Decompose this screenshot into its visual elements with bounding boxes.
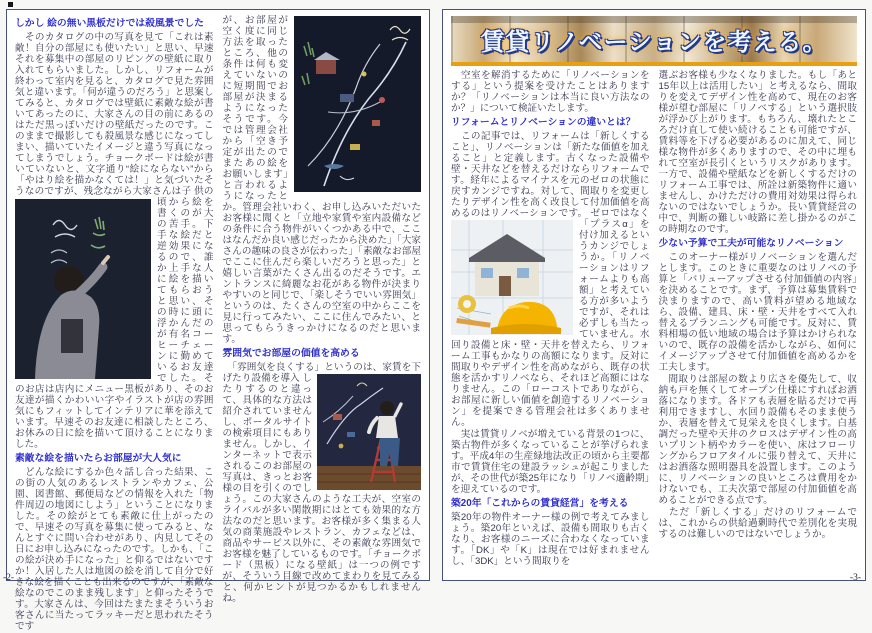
print-corner-mark (8, 2, 13, 7)
paragraph-text: ゼロではなく「プラスα」を付け加えるというカンジでしょうか。「リノベーションはリフォームよりも高額」と考えている方が多いようですが、それは必ずしも当たっていません。水回り設備と床・壁・天井を替えたら、リフォーム工事もかなりの高額になります。反対に間取りやデザイン性を高めながら、既存の状態を活かすリノベなら、それほど高額にはなりません。この「ローコストでありながら、お部屋に新しい価値を創造するリノベーション」を提案できる管理会社は多くありません。 (451, 208, 650, 428)
paragraph-text: したりするのと違って、具体的な方法は紹介されていませんし、ポータルサイトの検索項目にもありません。しかし、インターネットで表示されるこのお部屋の写真は、きっとお客様の目を引くのでしょう。この大家さんのような工夫が、空室のライバルが多い閑散期にはとても効果的な方法なのだと思います。お客様が多く集まる人気の商業施設やレストラン、カフェなどは、商品やサービス以外に、その素敵な雰囲気でお客様を魅了しているものです。「チョークボード（黒板）になる壁紙」は一つの例ですが、そういう目線で改めてまわりを見てみると、何かヒントが見つかるかもしれませんね。 (222, 373, 421, 604)
paragraph-budget-plan (659, 252, 858, 373)
paragraph-text: 空室を解消するために「リノベーションをする」という提案を受けたことはありますか？「リノベーションは本当に良い方法なのか？」について検証いたします。 (451, 70, 650, 114)
page-3 (442, 9, 866, 581)
ladder-chalkboard-photo (317, 374, 421, 490)
paragraph-owner-example (451, 512, 650, 567)
section-heading-chalkboard: しかし 絵の無い黒板だけでは殺風景でした (15, 18, 204, 29)
page3-column-2 (659, 70, 858, 568)
paragraph-text: この記事では、リフォームは「新しくすること」、リノベーションは「新たな価値を加えること」と定義します。古くなった設備や壁・天井などを替えるだけならリフォームです。経年によるマイナスを元のゼロの状態に戻すカンジですね。対して、間取りを変更したりデザイン性を高く改良して付加価値を高めるのはリノベーションです。 (451, 131, 650, 219)
paragraph-catalog-story (15, 32, 214, 450)
paragraph-text: そのカタログの中の写真を見て「これは素敵！自分の部屋にも使いたい」と思い、早速それを募集中の部屋のリビングの壁紙に取り入れてもらいました。しかし、リフォームが終わって室内を見ると、カタログで見た雰囲気と違います。「何が違うのだろう」と思案してみると、カタログでは壁紙に素敵な絵が書いてあったのに、大家さんの目の前にあるのはただ黒っぽいだけの壁紙だったのです。このままで撮影しても殺風景な感じになってしまい、描いていたイメージと違う写真になってしまうでしょう。チョークボードは絵が書いていないと、文字通り“絵にならない”から「やはり絵を描かなくては！」と気づいたそうなのですが、残念ながら大家さんは子 (15, 32, 214, 197)
paragraph-layout-ideas (659, 374, 858, 506)
paragraph-text: 「雰囲気を良くする」というのは、家賃を下げたり設備を導入 (222, 362, 421, 384)
paragraph-text: どんな絵にするか色々話し合った結果、この街の人気のあるレストランやカフェ、公園、図書館、郵便局などの情報を入れた「物件周辺の地図にしよう」ということになりました。その絵がとても素敵に仕上がったので、早速その写真を募集に使ってみると、なんとすぐに問い合わせがあり、内見してその日にお申し込みになったのです。しかも、「この絵が決め手になった」と仰るではないですか！入居した人は地図の絵を消して自分で好きな絵を描くことも出来るのですが、「素敵な絵なのでこのまま残します」と仰ったそうです。大家さんは、今回はたまたまそういうお客さんに当たってラッキーだと思われたそうです (15, 467, 214, 632)
page-2 (3, 9, 430, 632)
page2-column-1 (15, 15, 214, 633)
section-heading-20years: 築20年「これからの賃貸経営」を考える (451, 498, 629, 509)
paragraph-text: 選ぶお客様も少なくなりました。もし「あと15年以上は活用したい」と考えるなら、間取りを変えてデザイン性を高めて、現在のお客様が望む部屋に「リノベする」という選択肢が浮かび上がります。もちろん、壊れたところだけ直して使い続けることも可能ですが、賃料等を下げる必要があるのに加えて、同じ様な物件が多くありますので、その中に埋もれて空室が長引くというリスクがあります。一方で、設備や壁紙などを新しくするだけのリフォーム工事では、所詮は新築物件に適いませんし、かけただけの費用対効果は得られないのではないでしょうか。長い賃貸経営の中で、判断の難しい岐路に差し掛かるのがこの時期なのです。 (658, 70, 857, 235)
chalkboard-map-photo (294, 16, 421, 192)
paragraph-text: 築20年の物件オーナー様の例で考えてみましょう。築20年といえば、設備も間取りも古くなり、お客様のニーズに合わなくなっています。「DK」や「K」は現在では好まれませんし、「3DK」という間取りを (451, 512, 650, 567)
house-model-hardhat-photo (451, 220, 573, 335)
paragraph-vacancy-results (223, 15, 422, 345)
page-number-3: -3- (849, 573, 861, 583)
paragraph-atmosphere-value (223, 362, 422, 604)
paragraph-text: 間取りは部屋の数より広さを優先して、収納も戸を無くしてオープン仕様にすればお洒落になります。各ドアも表層を貼るだけで再利用できますし、水回り設備もそのまま使うか、表層を替えて見栄えを良くします。白基調だった壁や天井のクロスはデザイン性の高いプリント柄やカラーを使い、床はフローリングからフロアタイルに張り替えて、天井にはお洒落な照明器具を設置します。このように、リノベーションの良いところは費用をかけないでも、工夫次第で部屋の付加価値を高めることができる点です。 (658, 374, 857, 506)
paragraph-text: 実は賃貸リノベが増えている背景の1つに、築古物件が多くなっていることが挙げられます。平成4年の生産緑地法改正の頃から主要都市で賃貸住宅の建設ラッシュが起こりましたが、その世代が築25年になり「リノベ適齢期」を迎えているのです。 (451, 429, 650, 495)
paragraph-text: このオーナー様がリノベーションを選んだとします。このときに重要なのはリノベの予算と「バリューアップさせる付加価値の内容」を決めることです。まず、予算は募集賃料で決まりますので、高い賃料が望める地域なら、設備、建具、床・壁・天井をすべて入れ替えるプランニングも可能です。反対に、賃料相場の低い地域の場合は予算はかけられないので、既存の設備を活かしながら、如何にイメージアップさせて付加価値を高めるかを工夫します。 (658, 252, 857, 373)
page3-columns (451, 70, 857, 568)
paragraph-text: が、お部屋が空く度に同じ方法を取ったところ、他の条件は何も変えていないのに短期間でお部屋が決まるようになったそうです。今では管理会社から「空き予定が出たのでまたあの絵をお願いします」と言われるようになったとか。管理会社いわく、お申し込みいただいたお客様に聞くと「立地や家賃や室内設備などの条件に合う物件がいくつかある中で、ここはなんだか良い感じだったから決めた」「大家さんの趣味の良さが伝わった」「素敵なお部屋でここに住んだら楽しいだろうと思った」と嬉しい言葉がたくさん出るのだそうです。エントランスに綺麗なお花がある物件が決まりやすいのと同じで、「楽しそうでいい雰囲気」というのは、たくさんの空室の中からここを見に行ってみたい、ここに住んでみたい、と思ってもらうきっかけになるのだと思います。 (222, 15, 421, 345)
article-title: 賃貸リノベーションを考える。 (480, 28, 828, 56)
section-heading-difference: リフォームとリノベーションの違いとは？ (451, 117, 636, 128)
page2-column-2 (223, 15, 422, 633)
paragraph-text: ただ「新しくする」だけのリフォームでは、これからの供給過剰時代で差別化を実現するのは難しいのではないでしょうか。 (658, 507, 857, 540)
interior-collage-banner (451, 16, 857, 66)
paragraph-definition (451, 131, 650, 428)
paragraph-conclusion (659, 507, 858, 540)
page2-columns (15, 15, 421, 633)
paragraph-renovation-choice (659, 70, 858, 235)
section-heading-low-budget: 少ない予算で工夫が可能なリノベーション (658, 238, 844, 249)
paragraph-map-drawing (15, 467, 214, 632)
paragraph-intro (451, 70, 650, 114)
chalkboard-artist-photo (15, 199, 151, 379)
paragraph-background (451, 429, 650, 495)
paragraph-text: 供の頃から絵を書くのが大の苦手。下手な絵だと逆効果になるので、誰か上手な人に絵を描いてもらおうと思い、その時に頭に浮かんだのが有名コーヒーチェーンに勤めているお友達でした。そのお店は店内にメニュー黒板があり、そのお友達が描くかわいい字やイラストが店の雰囲気にもフィットしてインテリアに華を添えています。早速そのお友達に相談したところ、お休みの日に絵を描いて頂けることになりました。 (15, 186, 214, 450)
page3-column-1 (451, 70, 650, 568)
section-heading-popular-room: 素敵な絵を描いたらお部屋が大人気に (15, 453, 182, 464)
page-number-2: -2- (3, 573, 15, 583)
section-heading-atmosphere: 雰囲気でお部屋の価値を高める (222, 348, 360, 359)
